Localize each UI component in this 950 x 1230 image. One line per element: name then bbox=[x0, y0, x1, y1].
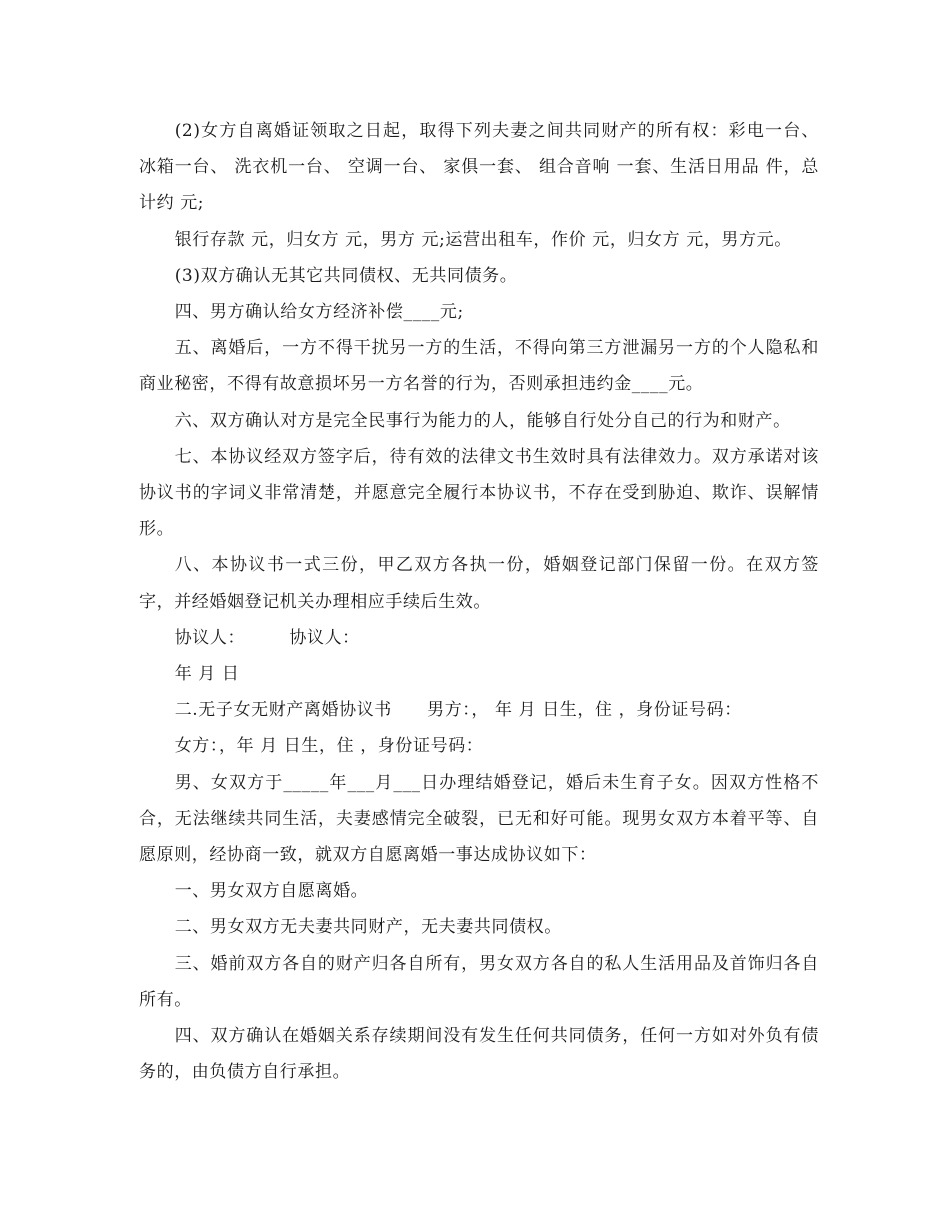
paragraph-no-debts: (3)双方确认无其它共同债权、无共同债务。 bbox=[174, 265, 518, 286]
document-body bbox=[139, 113, 819, 1090]
paragraph-privacy: 五、离婚后，一方不得干扰另一方的生活，不得向第三方泄漏另一方的个人隐私和商业秘密，不得有故意损坏另一方名誉的行为，否则承担违约金____元。 bbox=[139, 338, 819, 395]
paragraph-effect: 七、本协议经双方签字后，待有效的法律文书生效时具有法律效力。双方承诺对该协议书的字词义非常清楚，并愿意完全履行本协议书，不存在受到胁迫、欺诈、误解情形。 bbox=[139, 446, 819, 540]
paragraph-compensation: 四、男方确认给女方经济补偿____元; bbox=[174, 302, 464, 323]
paragraph-section-two-title: 二.无子女无财产离婚协议书 男方：， 年 月 日生，住 ，身份证号码： bbox=[174, 700, 742, 721]
paragraph-capacity: 六、双方确认对方是完全民事行为能力的人，能够自行处分自己的行为和财产。 bbox=[174, 410, 791, 431]
paragraph-signatories: 协议人： 协议人： bbox=[174, 627, 360, 648]
paragraph-copies: 八、本协议书一式三份，甲乙双方各执一份，婚姻登记部门保留一份。在双方签字，并经婚姻登记机关办理相应手续后生效。 bbox=[139, 555, 819, 612]
paragraph-female-party: 女方：，年 月 日生，住 ，身份证号码： bbox=[174, 736, 484, 757]
paragraph-marriage-registration: 男、女双方于_____年___月___日办理结婚登记，婚后未生育子女。因双方性格不合，无法继续共同生活，夫妻感情完全破裂，已无和好可能。现男女双方本着平等、自愿原则，经协商一致，就双方自愿离婚一事达成协议如下： bbox=[139, 772, 819, 866]
paragraph-property-female: (2)女方自离婚证领取之日起，取得下列夫妻之间共同财产的所有权：彩电一台、 冰箱一台、 洗衣机一台、 空调一台、 家俱一套、 组合音响 一套、生活日用品 件，总计约 元; bbox=[139, 121, 819, 214]
paragraph-clause-one: 一、男女双方自愿离婚。 bbox=[174, 881, 369, 902]
paragraph-clause-three: 三、婚前双方各自的财产归各自所有，男女双方各自的私人生活用品及首饰归各自所有。 bbox=[139, 953, 819, 1010]
paragraph-clause-two: 二、男女双方无夫妻共同财产，无夫妻共同债权。 bbox=[174, 917, 562, 938]
paragraph-date: 年 月 日 bbox=[174, 664, 240, 685]
paragraph-clause-four: 四、双方确认在婚姻关系存续期间没有发生任何共同债务，任何一方如对外负有债务的，由负债方自行承担。 bbox=[139, 1026, 819, 1083]
paragraph-bank-deposit: 银行存款 元，归女方 元，男方 元;运营出租车，作价 元，归女方 元，男方元。 bbox=[174, 229, 792, 250]
